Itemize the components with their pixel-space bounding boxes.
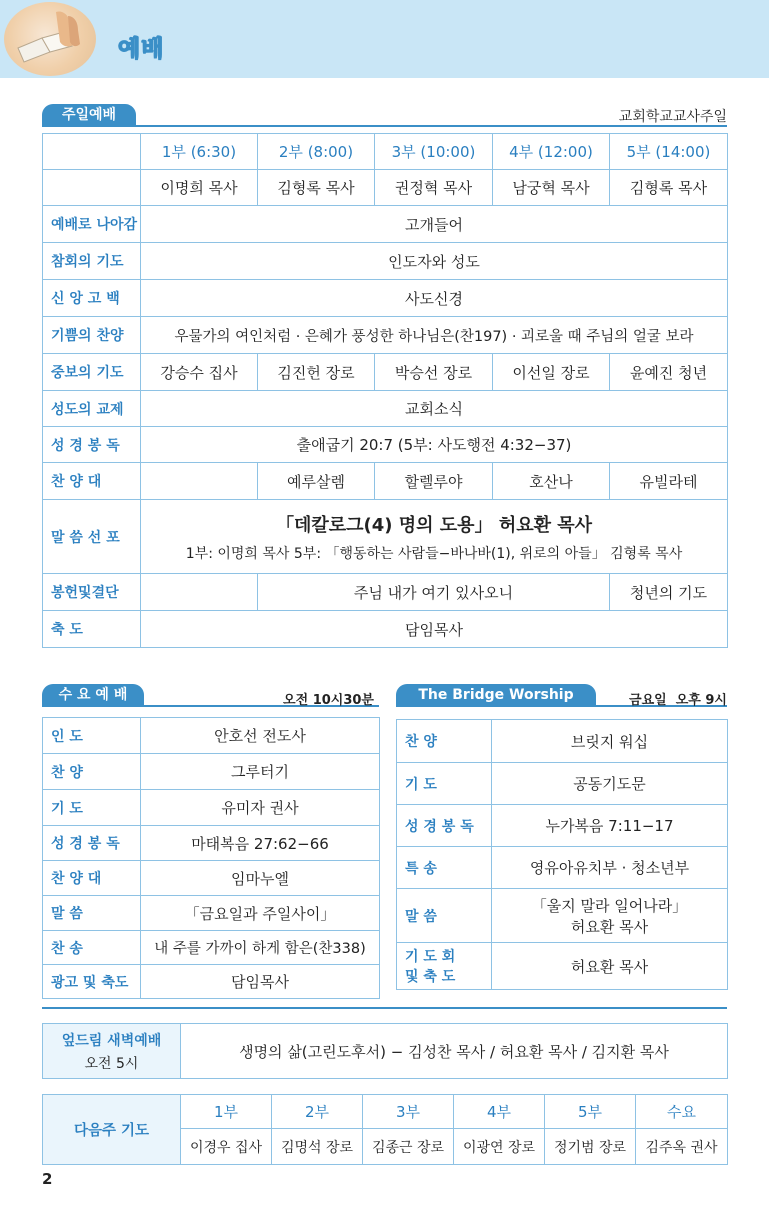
prayer-header: 3부	[363, 1095, 454, 1129]
dawn-title: 엎드림 새벽예배	[61, 1032, 162, 1049]
service-pastor-row	[43, 170, 728, 206]
table-row	[43, 243, 728, 280]
prayer-header: 수요	[636, 1095, 728, 1129]
prayer-header: 2부	[272, 1095, 363, 1129]
dawn-label	[43, 1024, 181, 1079]
table-row	[43, 611, 728, 648]
service-time: 4부 (12:00)	[493, 134, 610, 170]
row-value: 이선일 장로	[493, 354, 610, 391]
prayer-name: 이광연 장로	[454, 1129, 545, 1165]
sermon-row	[43, 500, 728, 574]
row-value: 인도자와 성도	[141, 243, 728, 280]
label-line: 및 축 도	[405, 969, 456, 985]
prayer-name: 정기범 장로	[545, 1129, 636, 1165]
dawn-value: 생명의 삶(고린도후서) − 김성찬 목사 / 허요환 목사 / 김지환 목사	[181, 1024, 728, 1079]
table-row	[43, 391, 728, 427]
service-pastor: 김형록 목사	[610, 170, 728, 206]
row-value: 할렐루야	[375, 463, 493, 500]
wednesday-worship-tag: 수 요 예 배	[42, 684, 144, 706]
row-label: 말 씀	[43, 896, 141, 931]
bible-hands-image	[4, 2, 96, 76]
row-value: 호산나	[493, 463, 610, 500]
row-value: 영유아유치부 · 청소년부	[492, 847, 728, 889]
preacher-name: 허요환 목사	[570, 917, 649, 936]
row-label: 기쁨의 찬양	[43, 317, 141, 354]
bridge-worship-table	[396, 719, 728, 990]
table-row	[43, 826, 380, 861]
row-value: 교회소식	[141, 391, 728, 427]
row-label: 기 도	[397, 763, 492, 805]
row-value: 청년의 기도	[610, 574, 728, 611]
table-row	[43, 965, 380, 999]
table-row	[43, 1024, 728, 1079]
table-row	[397, 943, 728, 990]
row-value: 누가복음 7:11−17	[492, 805, 728, 847]
row-label: 찬 양	[43, 754, 141, 790]
row-label	[397, 943, 492, 990]
service-pastor: 이명희 목사	[141, 170, 258, 206]
table-row	[43, 790, 380, 826]
prayer-header: 5부	[545, 1095, 636, 1129]
dawn-time: 오전 5시	[84, 1055, 139, 1072]
row-value: 우물가의 여인처럼 · 은혜가 풍성한 하나님은(찬197) · 괴로울 때 주님의 얼굴 보라	[141, 317, 728, 354]
header-banner	[0, 0, 769, 78]
row-label: 참회의 기도	[43, 243, 141, 280]
row-label: 찬 양 대	[43, 861, 141, 896]
row-value: 유미자 권사	[141, 790, 380, 826]
service-pastor: 권정혁 목사	[375, 170, 493, 206]
row-label: 성 경 봉 독	[43, 826, 141, 861]
service-pastor: 김형록 목사	[258, 170, 375, 206]
row-label: 성 경 봉 독	[43, 427, 141, 463]
row-value: 유빌라테	[610, 463, 728, 500]
wednesday-note: 오전 10시30분	[283, 693, 374, 708]
row-label: 찬 송	[43, 931, 141, 965]
row-label: 광고 및 축도	[43, 965, 141, 999]
label-line: 기 도 회	[405, 949, 456, 965]
row-value: 내 주를 가까이 하게 함은(찬338)	[141, 931, 380, 965]
row-value: 담임목사	[141, 965, 380, 999]
sermon-cell	[141, 500, 728, 574]
row-value: 김진헌 장로	[258, 354, 375, 391]
row-value: 브릿지 워십	[492, 720, 728, 763]
table-row	[43, 931, 380, 965]
row-label: 인 도	[43, 718, 141, 754]
sunday-worship-tag: 주일예배	[42, 104, 136, 126]
row-value: 안호선 전도사	[141, 718, 380, 754]
row-label: 찬 양	[397, 720, 492, 763]
service-time: 2부 (8:00)	[258, 134, 375, 170]
table-row	[43, 280, 728, 317]
row-label: 기 도	[43, 790, 141, 826]
table-row	[43, 896, 380, 931]
table-row	[43, 206, 728, 243]
table-row	[397, 720, 728, 763]
row-label: 말 씀 선 포	[43, 500, 141, 574]
service-time: 1부 (6:30)	[141, 134, 258, 170]
sermon-subtitle: 1부: 이명희 목사 5부: 「행동하는 사람들−바나바(1), 위로의 아들」 김형록 목사	[185, 545, 683, 562]
row-value: 예루살렘	[258, 463, 375, 500]
row-value: 고개들어	[141, 206, 728, 243]
table-row	[397, 805, 728, 847]
table-row	[43, 427, 728, 463]
table-row	[43, 718, 380, 754]
row-label: 축 도	[43, 611, 141, 648]
service-time: 3부 (10:00)	[375, 134, 493, 170]
table-row	[43, 861, 380, 896]
section-separator	[42, 1007, 727, 1009]
bridge-worship-tag: The Bridge Worship	[396, 684, 596, 706]
table-row	[43, 463, 728, 500]
table-row	[43, 754, 380, 790]
next-prayer-label: 다음주 기도	[43, 1095, 181, 1165]
row-value: 출애굽기 20:7 (5부: 사도행전 4:32−37)	[141, 427, 728, 463]
row-value: 윤예진 청년	[610, 354, 728, 391]
row-value: 마태복음 27:62−66	[141, 826, 380, 861]
row-label: 특 송	[397, 847, 492, 889]
dawn-worship-table	[42, 1023, 728, 1079]
prayer-name: 김명석 장로	[272, 1129, 363, 1165]
row-label: 신 앙 고 백	[43, 280, 141, 317]
sermon-title: 「데칼로그(4) 명의 도용」 허요환 목사	[275, 514, 593, 536]
row-value: 그루터기	[141, 754, 380, 790]
row-value: 허요환 목사	[492, 943, 728, 990]
prayer-name: 이경우 집사	[181, 1129, 272, 1165]
table-row	[397, 889, 728, 943]
wednesday-worship-table	[42, 717, 380, 999]
row-label: 예배로 나아감	[43, 206, 141, 243]
sunday-worship-table	[42, 133, 728, 648]
service-pastor: 남궁혁 목사	[493, 170, 610, 206]
row-value: 박승선 장로	[375, 354, 493, 391]
sunday-note: 교회학교교사주일	[618, 109, 727, 125]
table-row	[397, 763, 728, 805]
service-time: 5부 (14:00)	[610, 134, 728, 170]
row-label: 봉헌및결단	[43, 574, 141, 611]
table-row	[43, 574, 728, 611]
row-label: 성도의 교제	[43, 391, 141, 427]
empty-cell	[43, 134, 141, 170]
row-value: 「금요일과 주일사이」	[141, 896, 380, 931]
page-title: 예배	[118, 36, 165, 62]
service-time-row	[43, 134, 728, 170]
page-number: 2	[42, 1170, 53, 1188]
empty-cell	[43, 170, 141, 206]
bridge-note: 금요일 오후 9시	[629, 693, 727, 708]
sermon-title: 「울지 말라 일어나라」	[531, 896, 688, 915]
row-value: 강승수 집사	[141, 354, 258, 391]
row-value	[492, 889, 728, 943]
prayer-header: 4부	[454, 1095, 545, 1129]
row-value: 사도신경	[141, 280, 728, 317]
row-value: 임마누엘	[141, 861, 380, 896]
row-value	[141, 463, 258, 500]
row-value: 주님 내가 여기 있사오니	[258, 574, 610, 611]
empty-cell	[141, 574, 258, 611]
table-row	[397, 847, 728, 889]
next-prayer-table	[42, 1094, 728, 1165]
row-value: 공동기도문	[492, 763, 728, 805]
row-label: 말 씀	[397, 889, 492, 943]
table-row	[43, 317, 728, 354]
prayer-header: 1부	[181, 1095, 272, 1129]
table-row	[43, 1095, 728, 1129]
prayer-name: 김종근 장로	[363, 1129, 454, 1165]
prayer-name: 김주옥 권사	[636, 1129, 728, 1165]
row-label: 중보의 기도	[43, 354, 141, 391]
row-label: 성 경 봉 독	[397, 805, 492, 847]
table-row	[43, 354, 728, 391]
row-value: 담임목사	[141, 611, 728, 648]
row-label: 찬 양 대	[43, 463, 141, 500]
